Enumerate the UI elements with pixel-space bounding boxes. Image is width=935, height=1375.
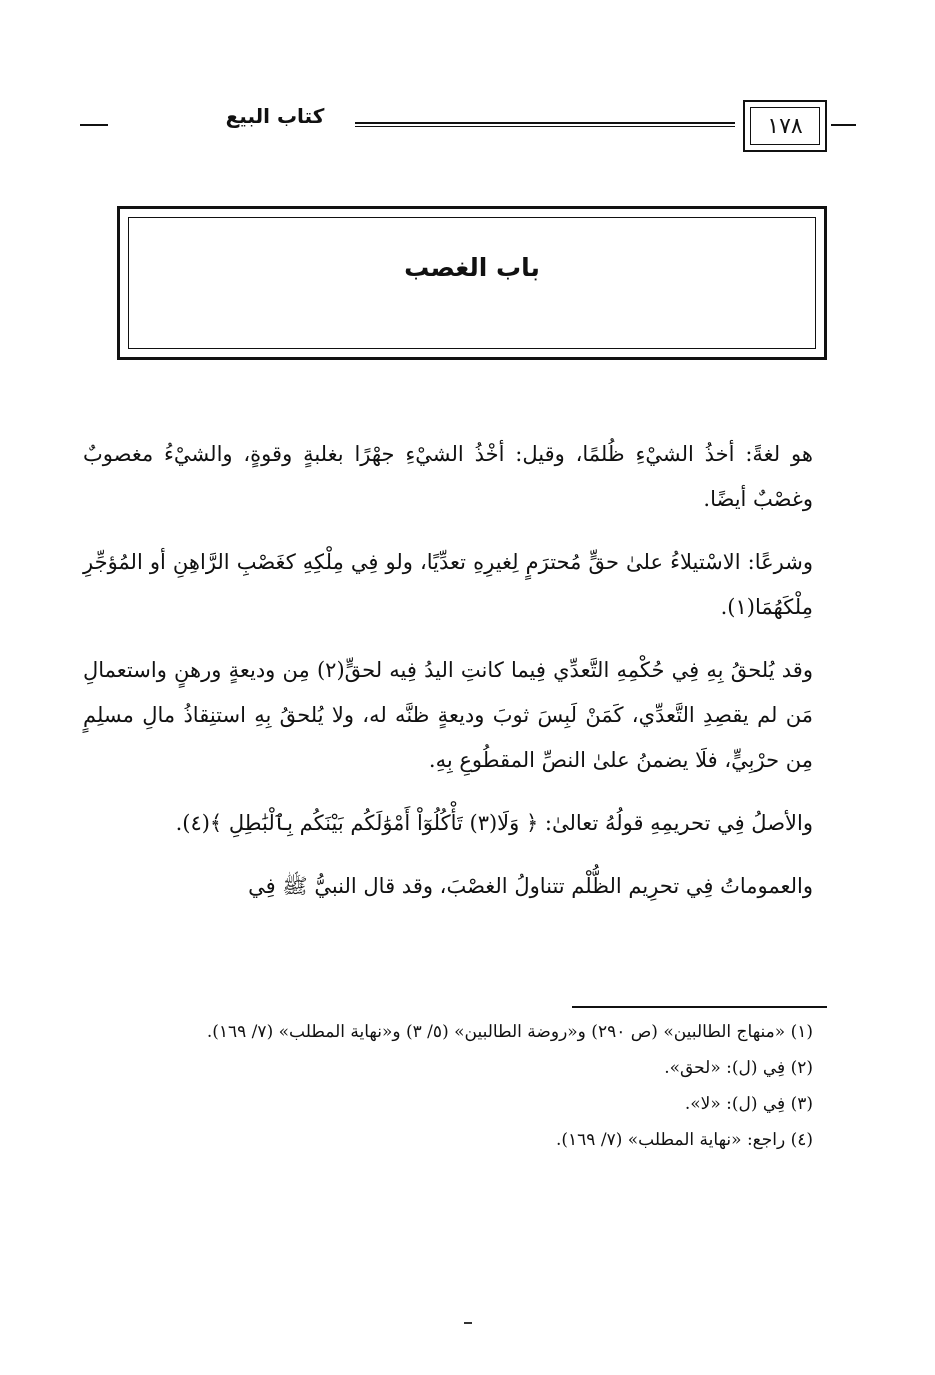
chapter-title-frame <box>117 206 827 360</box>
footnote-separator <box>572 1006 827 1008</box>
running-header <box>80 96 856 158</box>
footnote: (٢) فِي (ل): «لحق». <box>664 1058 813 1078</box>
paragraph: وقد يُلحقُ بِهِ فِي حُكْمِهِ التَّعدِّي فِيما كانتِ اليدُ فِيه لحقٍّ(٢) مِن وديعةٍ ورهنٍ واستعمالِ مَن لم يقصِدِ التَّعدِّي، كَمَنْ لَبِسَ ثوبَ وديعةٍ ظنَّه له، ولا يُلحقُ بِهِ استنِقاذُ مالِ مسلِمٍ مِن حرْبِيٍّ، فلَا يضمنُ علىٰ النصِّ المقطُوعِ بِهِ. <box>83 658 813 772</box>
paragraph: والأصلُ فِي تحريمِهِ قولُهُ تعالىٰ: ﴿ وَلَا(٣) تَأْكُلُوٓاْ أَمْوَٰلَكُم بَيْنَكُم بِٱلْبَٰطِلِ ﴾(٤). <box>175 811 813 835</box>
footnote: (٣) فِي (ل): «لا». <box>684 1094 813 1114</box>
page-mark <box>464 1322 472 1324</box>
page-number: ١٧٨ <box>750 107 820 145</box>
page-number-frame <box>743 100 827 152</box>
chapter-title: باب الغصب <box>404 253 540 282</box>
header-rule-middle <box>355 122 735 127</box>
running-header-title: كتاب البيع <box>225 104 325 128</box>
header-rule-right <box>831 124 856 126</box>
footnote: (٤) راجع: «نهاية المطلب» (٧/ ١٦٩). <box>555 1130 813 1150</box>
paragraph: وشرعًا: الاسْتيلاءُ علىٰ حقٍّ مُحترَمٍ لِغيرِهِ تعدِّيًا، ولو فِي مِلْكِهِ كغَصْبِ الرَّاهِنِ أو المُؤجِّرِ مِلْكَهُمَا(١). <box>83 550 813 619</box>
paragraph: هو لغةً: أخذُ الشيْءِ ظُلمًا، وقيل: أخْذُ الشيْءِ جهْرًا بغلبةٍ وقوةٍ، والشيْءُ مغصوبٌ وغصْبٌ أيضًا. <box>83 442 813 511</box>
body-text <box>83 432 813 927</box>
footnotes <box>83 1014 813 1158</box>
paragraph: والعموماتُ فِي تحرِيم الظُّلْم تتناولُ الغصْبَ، وقد قال النبيُّ ﷺ فِي <box>248 874 813 898</box>
header-rule-left <box>80 124 108 126</box>
chapter-title-inner-frame <box>128 217 816 349</box>
footnote: (١) «منهاج الطالبين» (ص ٢٩٠) و«روضة الطالبين» (٥/ ٣) و«نهاية المطلب» (٧/ ١٦٩). <box>206 1022 813 1042</box>
